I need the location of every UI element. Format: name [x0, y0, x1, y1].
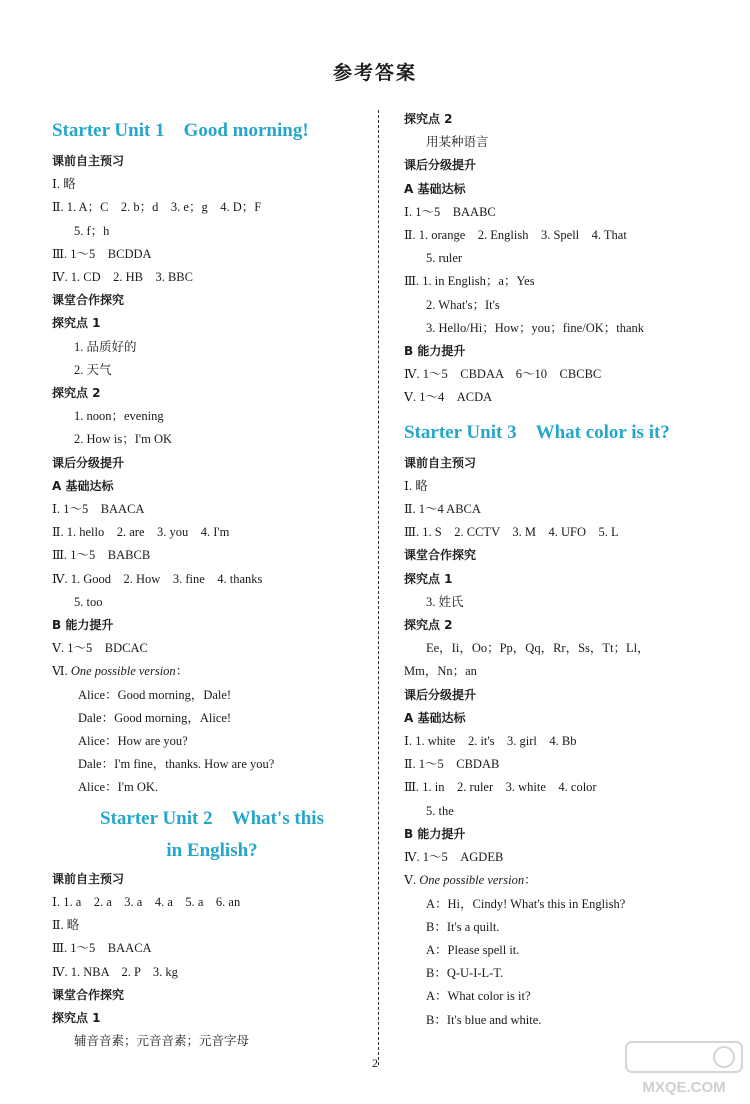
left-column: [52, 108, 372, 1053]
exercise-number: Ⅴ.: [404, 873, 420, 888]
answer-line: 5. ruler: [426, 251, 463, 266]
unit-heading: Starter Unit 1 Good morning!: [52, 120, 309, 141]
unit-heading: in English?: [166, 839, 258, 861]
answer-line: 2. What's；It's: [426, 297, 500, 312]
answer-line: Ⅰ. 略: [52, 177, 76, 192]
answer-line: Ⅰ. 1. white 2. it's 3. girl 4. Bb: [404, 734, 577, 749]
section-heading: 课前自主预习: [52, 871, 125, 886]
page-title: 参考答案: [332, 62, 417, 84]
answer-line: Ⅴ. 1～4 ACDA: [404, 390, 493, 405]
answer-line: Ⅱ. 1. hello 2. are 3. you 4. I'm: [52, 525, 230, 540]
answer-line: Ⅰ. 1. a 2. a 3. a 4. a 5. a 6. an: [52, 894, 241, 909]
section-heading: 探究点 1: [52, 1010, 101, 1025]
answer-line: Mm，Nn；an: [404, 664, 477, 679]
section-heading: 探究点 1: [52, 316, 101, 331]
exercise-number: Ⅵ.: [52, 664, 71, 679]
answer-line: Ⅰ. 1～5 BAABC: [404, 204, 496, 219]
section-heading: 课堂合作探究: [52, 987, 125, 1002]
answer-line: Ee，Ii，Oo；Pp，Qq，Rr，Ss，Tt；Ll，: [426, 641, 650, 656]
answer-line: Ⅲ. 1. S 2. CCTV 3. M 4. UFO 5. L: [404, 525, 619, 540]
answer-line: Ⅲ. 1. in 2. ruler 3. white 4. color: [404, 780, 597, 795]
answer-line: 3. Hello/Hi；How；you；fine/OK；thank: [426, 320, 645, 335]
answer-line: Alice：I'm OK.: [78, 780, 159, 795]
answer-line: Ⅱ. 1～5 CBDAB: [404, 757, 500, 772]
answer-line: 用某种语言: [426, 135, 489, 150]
version-colon: ：: [524, 873, 537, 888]
answer-line: Dale：Good morning，Alice!: [78, 710, 232, 725]
answer-line: [404, 869, 724, 892]
answer-line: Ⅱ. 略: [52, 918, 80, 933]
answer-line: Ⅱ. 1～4 ABCA: [404, 502, 481, 517]
answer-line: Ⅳ. 1～5 CBDAA 6～10 CBCBC: [404, 367, 602, 382]
answer-line: Ⅱ. 1. orange 2. English 3. Spell 4. That: [404, 228, 627, 243]
answer-line: B：Q-U-I-L-T.: [426, 966, 504, 981]
section-heading: 课堂合作探究: [52, 293, 125, 308]
version-label: One possible version: [419, 873, 525, 888]
section-heading: B 能力提升: [404, 344, 466, 359]
answer-line: 1. 品质好的: [74, 339, 137, 354]
section-heading: A 基础达标: [52, 478, 114, 493]
column-divider: [378, 110, 379, 1065]
answer-line: 3. 姓氏: [426, 594, 464, 609]
answer-line: 2. 天气: [74, 362, 112, 377]
page-number: 2: [372, 1056, 378, 1070]
version-colon: ：: [175, 664, 189, 679]
answer-line: B：It's blue and white.: [426, 1012, 542, 1027]
section-heading: 课后分级提升: [52, 455, 125, 470]
answer-line: 5. the: [426, 803, 454, 818]
answer-line: Ⅳ. 1. Good 2. How 3. fine 4. thanks: [52, 571, 263, 586]
unit-heading: Starter Unit 3 What color is it?: [404, 421, 670, 443]
section-heading: 课堂合作探究: [404, 548, 477, 563]
answer-line: Ⅳ. 1. CD 2. HB 3. BBC: [52, 270, 193, 285]
answer-line: Alice：How are you?: [78, 734, 188, 749]
section-heading: 探究点 1: [404, 571, 453, 586]
answer-line: Alice：Good morning，Dale!: [78, 687, 232, 702]
watermark-logo: [624, 1040, 744, 1098]
answer-line: Ⅴ. 1～5 BDCAC: [52, 641, 148, 656]
answer-line: Ⅲ. 1～5 BABCB: [52, 548, 151, 563]
section-heading: A 基础达标: [404, 710, 466, 725]
unit-heading: Starter Unit 2 What's this: [100, 807, 324, 829]
version-label: One possible version: [70, 664, 176, 679]
answer-line: Ⅳ. 1～5 AGDEB: [404, 850, 504, 865]
answer-line: A：What color is it?: [426, 989, 531, 1004]
section-heading: 探究点 2: [52, 386, 101, 401]
right-column: [404, 108, 724, 1032]
answer-line: 5. f；h: [74, 223, 110, 238]
answer-line: Ⅳ. 1. NBA 2. P 3. kg: [52, 964, 178, 979]
answer-line: B：It's a quilt.: [426, 919, 500, 934]
answer-line: A：Please spell it.: [426, 942, 520, 957]
section-heading: 课前自主预习: [404, 455, 477, 470]
section-heading: 课前自主预习: [52, 154, 125, 168]
answer-line: Ⅰ. 1～5 BAACA: [52, 502, 145, 517]
answer-line: 5. too: [74, 594, 103, 609]
answer-line: 辅音音素；元音音素；元音字母: [74, 1034, 250, 1049]
answer-line: Ⅲ. 1～5 BCDDA: [52, 246, 152, 261]
section-heading: B 能力提升: [404, 826, 466, 841]
watermark-text: MXQE.COM: [642, 1079, 726, 1096]
answer-line: Ⅲ. 1. in English；a；Yes: [404, 274, 535, 289]
answer-line: Ⅱ. 1. A；C 2. b；d 3. e；g 4. D；F: [52, 200, 262, 215]
answer-line: Ⅰ. 略: [404, 478, 428, 493]
answer-line: A：Hi，Cindy! What's this in English?: [426, 896, 626, 911]
answer-line: [52, 660, 372, 683]
section-heading: 探究点 2: [404, 618, 453, 633]
section-heading: A 基础达标: [404, 181, 466, 196]
section-heading: 课后分级提升: [404, 687, 477, 702]
answer-line: Dale：I'm fine，thanks. How are you?: [78, 757, 275, 772]
section-heading: 探究点 2: [404, 112, 453, 126]
answer-line: 1. noon；evening: [74, 409, 164, 424]
answer-line: Ⅲ. 1～5 BAACA: [52, 941, 152, 956]
answer-line: 2. How is；I'm OK: [74, 432, 173, 447]
section-heading: 课后分级提升: [404, 158, 477, 173]
section-heading: B 能力提升: [52, 618, 114, 633]
